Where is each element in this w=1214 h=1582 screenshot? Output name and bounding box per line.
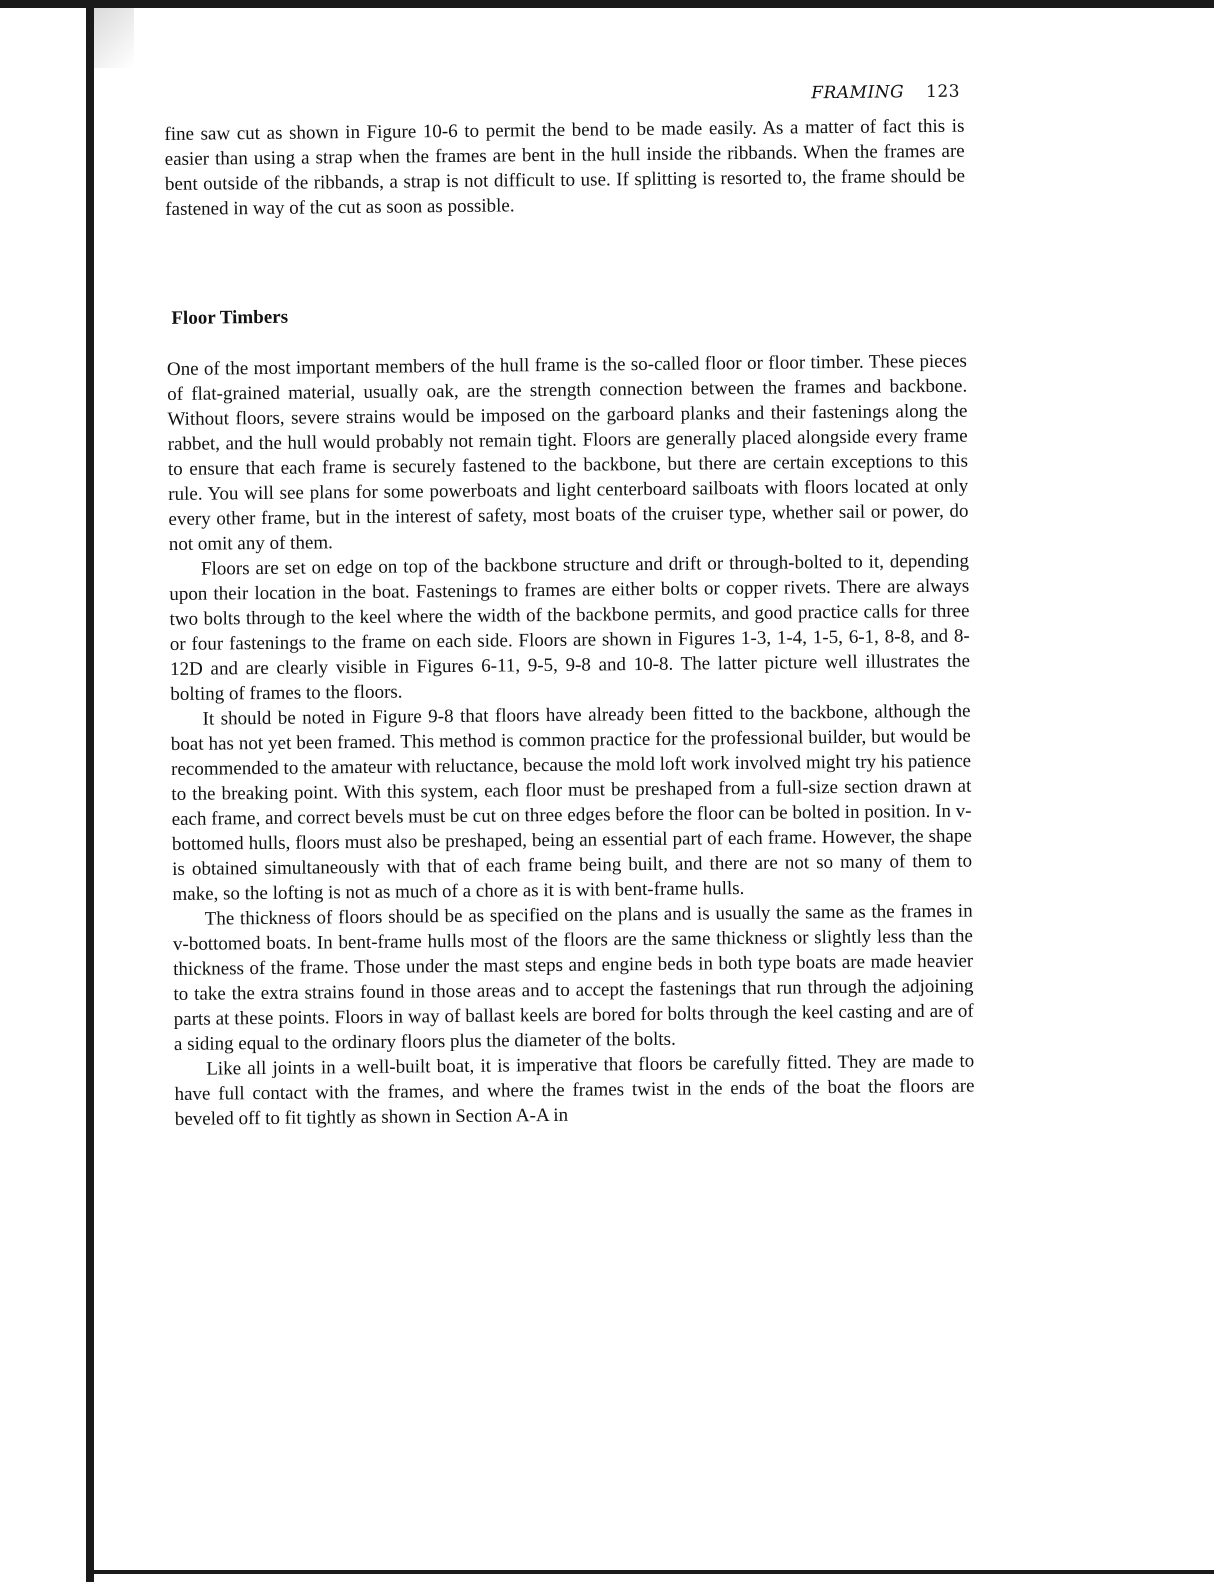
page-number: 123 <box>926 81 961 103</box>
scan-smudge <box>94 8 134 68</box>
paragraph-4: The thickness of floors should be as specified on the plans and is usually the same as the frames in v-bottomed boats. In bent-frame hulls most of the floors are the same thickness or slightly less than the thickness of the frame. Those under the mast steps and engine beds in both type boats are made heavier to take the extra strains found in those areas and to accept the fastenings that run through the adjoining parts at these points. Floors in way of ballast keels are bored for bolts through the keel casting and are of a siding equal to the ordinary floors plus the diameter of the bolts. <box>172 900 974 1055</box>
running-head-section: FRAMING <box>811 82 905 104</box>
paragraph-5: Like all joints in a well-built boat, it is imperative that floors be carefully fitted. They are made to have full contact with the frames, and where the frames twist in the ends of the boat the floors are beveled off to fit tightly as shown in Section A-A in <box>174 1050 975 1130</box>
scan-border-left <box>86 0 94 1582</box>
paragraph-2: Floors are set on edge on top of the backbone structure and drift or through-bolted to it, depending upon their location in the boat. Fastenings to frames are either bolts or copper rivets. There are always two bolts through to the keel where the width of the backbone permits, and good practice calls for three or four fastenings to the frame on each side. Floors are shown in Figures 1-3, 1-4, 1-5, 6-1, 8-8, and 8-12D and are clearly visible in Figures 6-11, 9-5, 9-8 and 10-8. The latter picture well illustrates the bolting of frames to the floors. <box>169 550 971 705</box>
running-head <box>164 82 960 110</box>
paragraph-3: It should be noted in Figure 9-8 that floors have already been fitted to the backbone, although the boat has not yet been framed. This method is common practice for the professional builder, but would be recommended to the amateur with reluctance, because the mold loft work involved might try his patience to the breaking point. With this system, each floor must be preshaped from a full-size section drawn at each frame, and correct bevels must be cut on three edges before the floor can be bolted in position. In v-bottomed hulls, floors must also be preshaped, being an essential part of each frame. However, the shape is obtained simultaneously with that of each frame being built, and there are not so many of them to make, so the lofting is not as much of a chore as it is with bent-frame hulls. <box>170 700 973 905</box>
scan-border-bottom <box>86 1570 1214 1574</box>
paragraph-continued: fine saw cut as shown in Figure 10-6 to permit the bend to be made easily. As a matter of fact this is easier than using a strap when the frames are bent in the hull inside the ribbands. When the frames are bent outside of the ribbands, a strap is not difficult to use. If splitting is resorted to, the frame should be fastened in way of the cut as soon as possible. <box>164 115 966 220</box>
scan-border-top <box>0 0 1214 8</box>
book-page <box>164 82 975 1132</box>
paragraph-1: One of the most important members of the hull frame is the so-called floor or floor timber. These pieces of flat-grained material, usually oak, are the strength connection between the frames and backbone. Without floors, severe strains would be imposed on the garboard planks and their fastenings along the rabbet, and the hull would probably not remain tight. Floors are generally placed alongside every frame to ensure that each frame is securely fastened to the backbone, but there are certain exceptions to this rule. You will see plans for some powerboats and light centerboard sailboats with floors located at only every other frame, but in the interest of safety, most boats of the cruiser type, whether sail or power, do not omit any of them. <box>166 350 969 555</box>
section-heading: Floor Timbers <box>171 306 289 329</box>
